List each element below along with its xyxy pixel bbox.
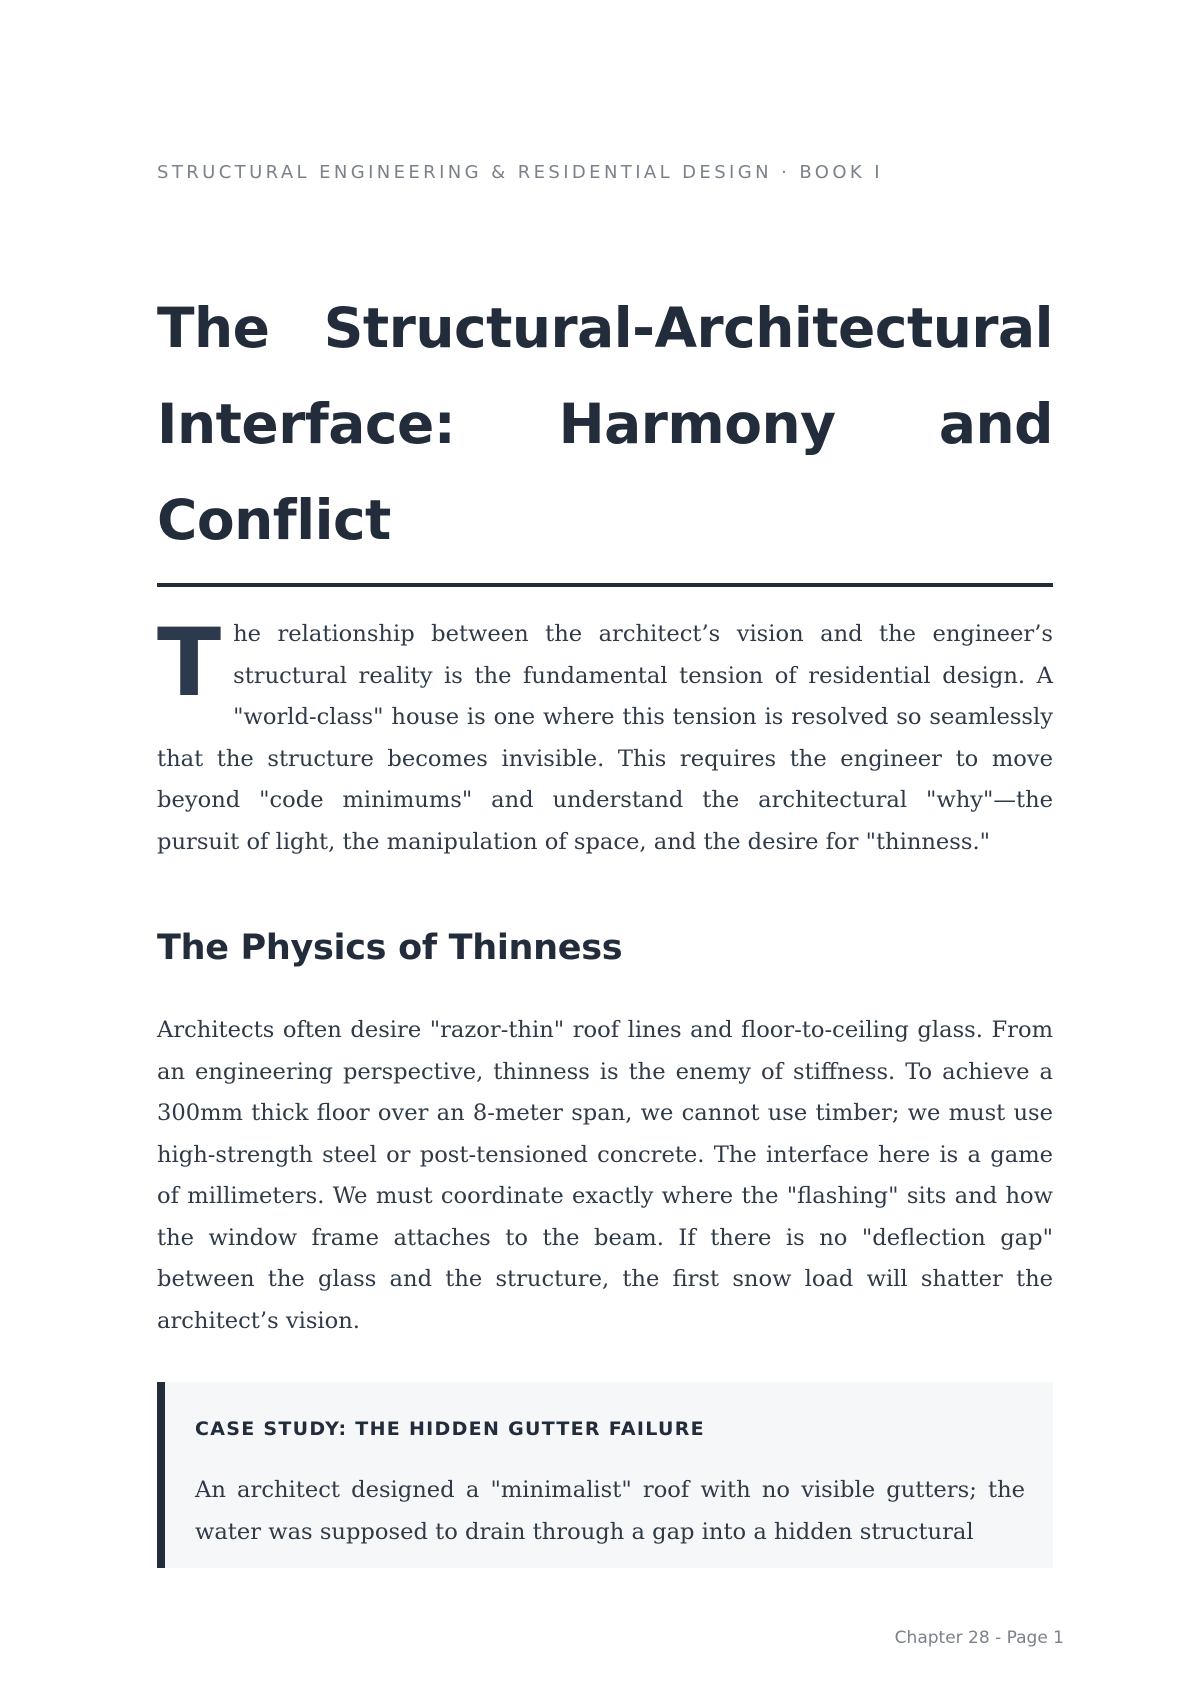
section-heading: The Physics of Thinness	[157, 928, 623, 968]
intro-paragraph	[157, 609, 1053, 863]
case-study-body: An architect designed a "minimalist" roof with no visible gutters; the water was supposed to drain through a gap into a hidden structural	[195, 1477, 1025, 1545]
case-study-title: CASE STUDY: THE HIDDEN GUTTER FAILURE	[195, 1418, 705, 1440]
title-divider	[157, 583, 1053, 587]
drop-cap: T	[157, 609, 222, 718]
intro-text: he relationship between the architect’s vision and the engineer’s structural reality is the fundamental tension of residential design. A "world-class" house is one where this tension is resolved so seamlessly that the structure becomes invisible. This requires the engineer to move beyond "code minimums" and understand the architectural "why"—the pursuit of light, the manipulation of space, and the desire for "thinness."	[157, 621, 1053, 855]
chapter-title: The Structural-Architectural Interface: Harmony and Conflict	[157, 296, 1053, 552]
page-number: Chapter 28 - Page 1	[894, 1628, 1064, 1648]
case-study-callout	[157, 1382, 1053, 1568]
running-header: STRUCTURAL ENGINEERING & RESIDENTIAL DESIGN · BOOK I	[157, 162, 883, 183]
section-body: Architects often desire "razor-thin" roof lines and floor-to-ceiling glass. From an engineering perspective, thinness is the enemy of stiffness. To achieve a 300mm thick floor over an 8-meter span, we cannot use timber; we must use high-strength steel or post-tensioned concrete. The interface here is a game of millimeters. We must coordinate exactly where the "flashing" sits and how the window frame attaches to the beam. If there is no "deflection gap" between the glass and the structure, the first snow load will shatter the architect’s vision.	[157, 1017, 1053, 1334]
